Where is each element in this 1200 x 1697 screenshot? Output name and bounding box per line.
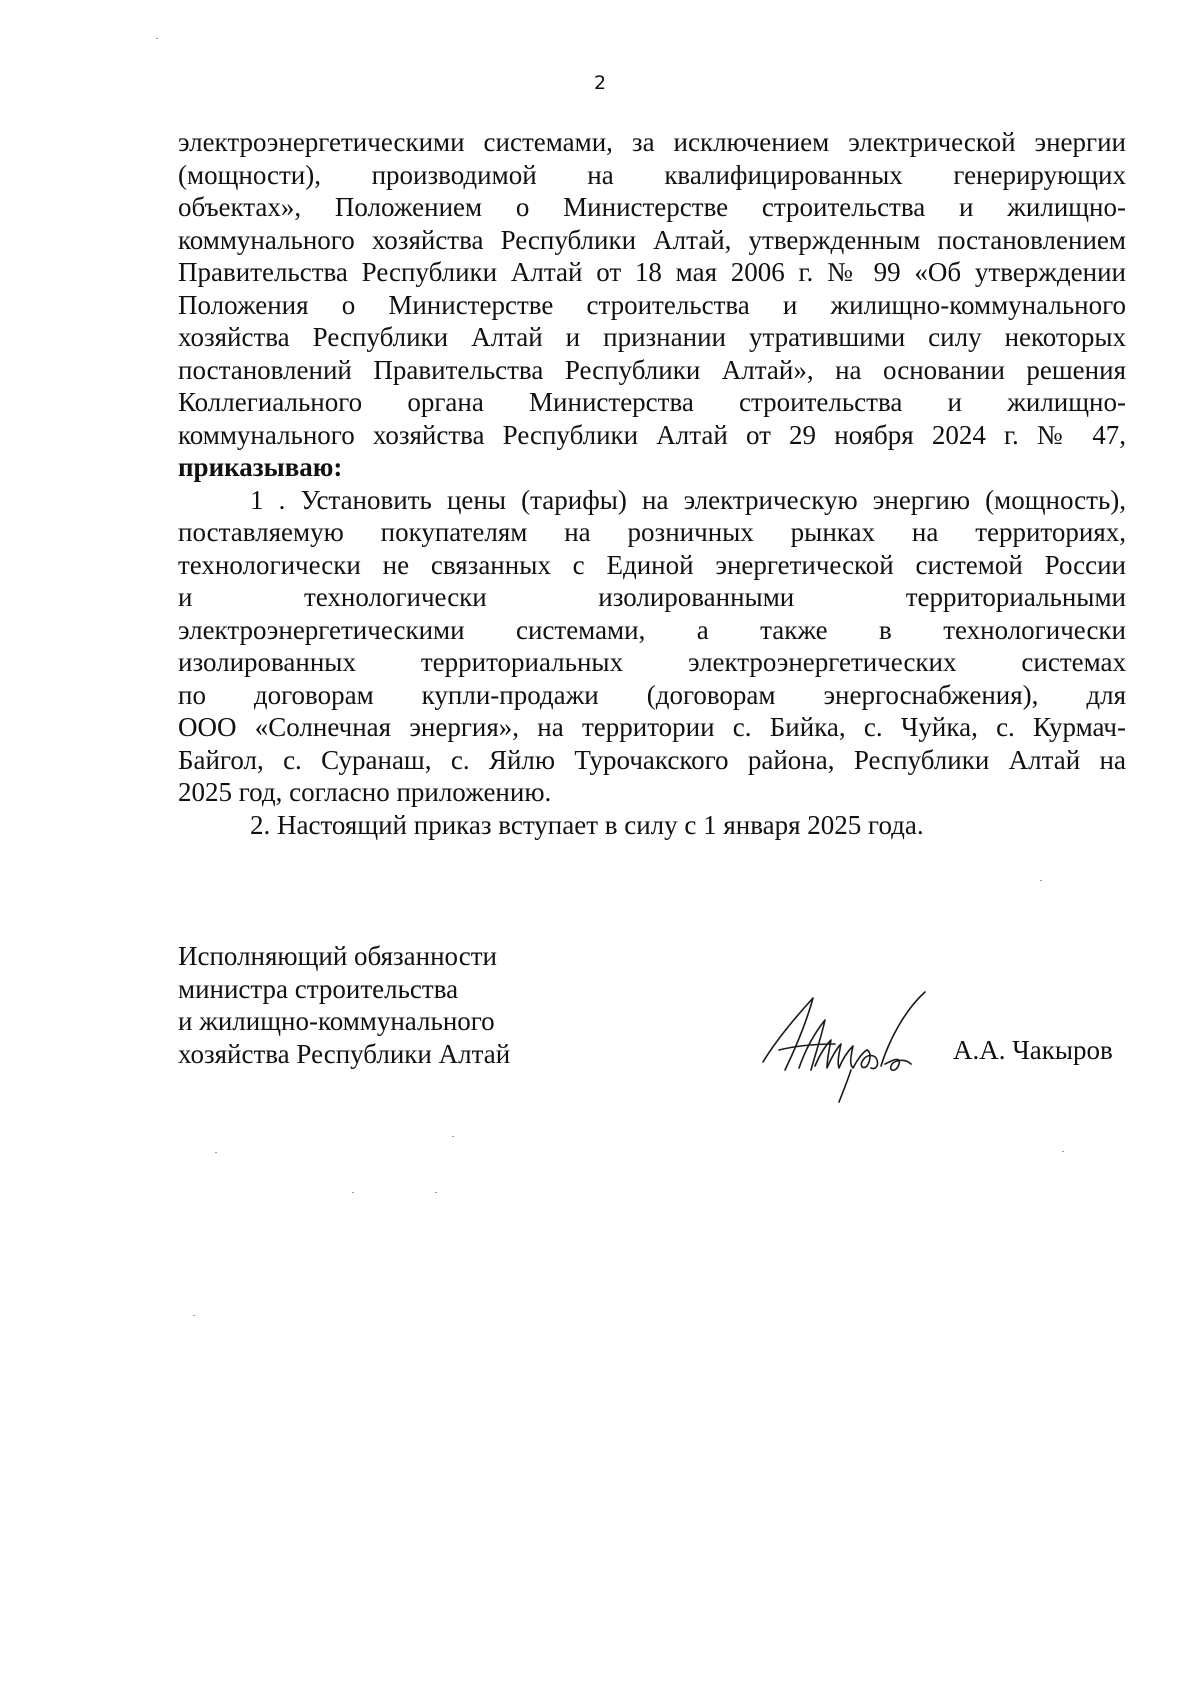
item1-line: поставляемую покупателям на розничных рынках на территориях,	[178, 517, 1126, 547]
item1-line: 1 . Установить цены (тарифы) на электрическую энергию (мощность),	[250, 484, 1126, 515]
scan-speck	[352, 1192, 354, 1193]
body-line: электроэнергетическими системами, за исключением электрической энергии	[178, 127, 1126, 157]
signatory-position	[178, 940, 510, 1070]
item1-line: 2025 год, согласно приложению.	[178, 777, 552, 807]
item1-line: электроэнергетическими системами, а также в технологически	[178, 614, 1126, 645]
item1-line: и технологически изолированными территориальными	[178, 582, 1126, 612]
item1-line: технологически не связанных с Единой энергетической системой России	[178, 549, 1126, 580]
position-line: министра строительства	[178, 973, 459, 1004]
body-line: коммунального хозяйства Республики Алтай, утвержденным постановлением	[178, 224, 1126, 255]
item1-line: изолированных территориальных электроэнергетических системах	[178, 647, 1126, 677]
item2-line: 2. Настоящий приказ вступает в силу с 1 января 2025 года.	[250, 809, 924, 840]
body-line: хозяйства Республики Алтай и признании утратившими силу некоторых	[178, 322, 1126, 352]
scan-speck	[452, 1136, 454, 1137]
item1-line: Байгол, с. Суранаш, с. Яйлю Турочакского района, Республики Алтай на	[178, 744, 1126, 775]
scan-speck	[1040, 880, 1042, 881]
scan-speck	[156, 38, 158, 39]
position-line: хозяйства Республики Алтай	[178, 1038, 511, 1069]
position-line: Исполняющий обязанности	[178, 941, 497, 971]
item1-line: по договорам купли-продажи (договорам энергоснабжения), для	[178, 679, 1126, 710]
body-line: Правительства Республики Алтай от 18 мая 2006 г. № 99 «Об утверждении	[178, 257, 1126, 287]
body-line: постановлений Правительства Республики Алтай», на основании решения	[178, 354, 1126, 385]
body-line: коммунального хозяйства Республики Алтай от 29 ноября 2024 г. № 47,	[178, 419, 1126, 450]
scan-speck	[193, 1315, 195, 1316]
body-line: Коллегиального органа Министерства строительства и жилищно-	[178, 387, 1126, 417]
body-line: объектах», Положением о Министерстве строительства и жилищно-	[178, 192, 1126, 222]
page-number: 2	[593, 72, 607, 94]
signer-name: А.А. Чакыров	[953, 1035, 1113, 1065]
body-line: Положения о Министерстве строительства и жилищно-коммунального	[178, 289, 1126, 320]
scan-speck	[215, 1152, 217, 1153]
order-word: приказываю:	[178, 452, 343, 482]
handwritten-signature	[755, 990, 940, 1105]
position-line: и жилищно-коммунального	[178, 1006, 495, 1036]
item1-line: ООО «Солнечная энергия», на территории с. Бийка, с. Чуйка, с. Курмач-	[178, 712, 1126, 742]
scan-speck	[435, 1192, 437, 1193]
body-line: (мощности), производимой на квалифицированных генерирующих	[178, 159, 1126, 190]
order-body	[178, 126, 1126, 841]
scan-speck	[1062, 1151, 1064, 1152]
